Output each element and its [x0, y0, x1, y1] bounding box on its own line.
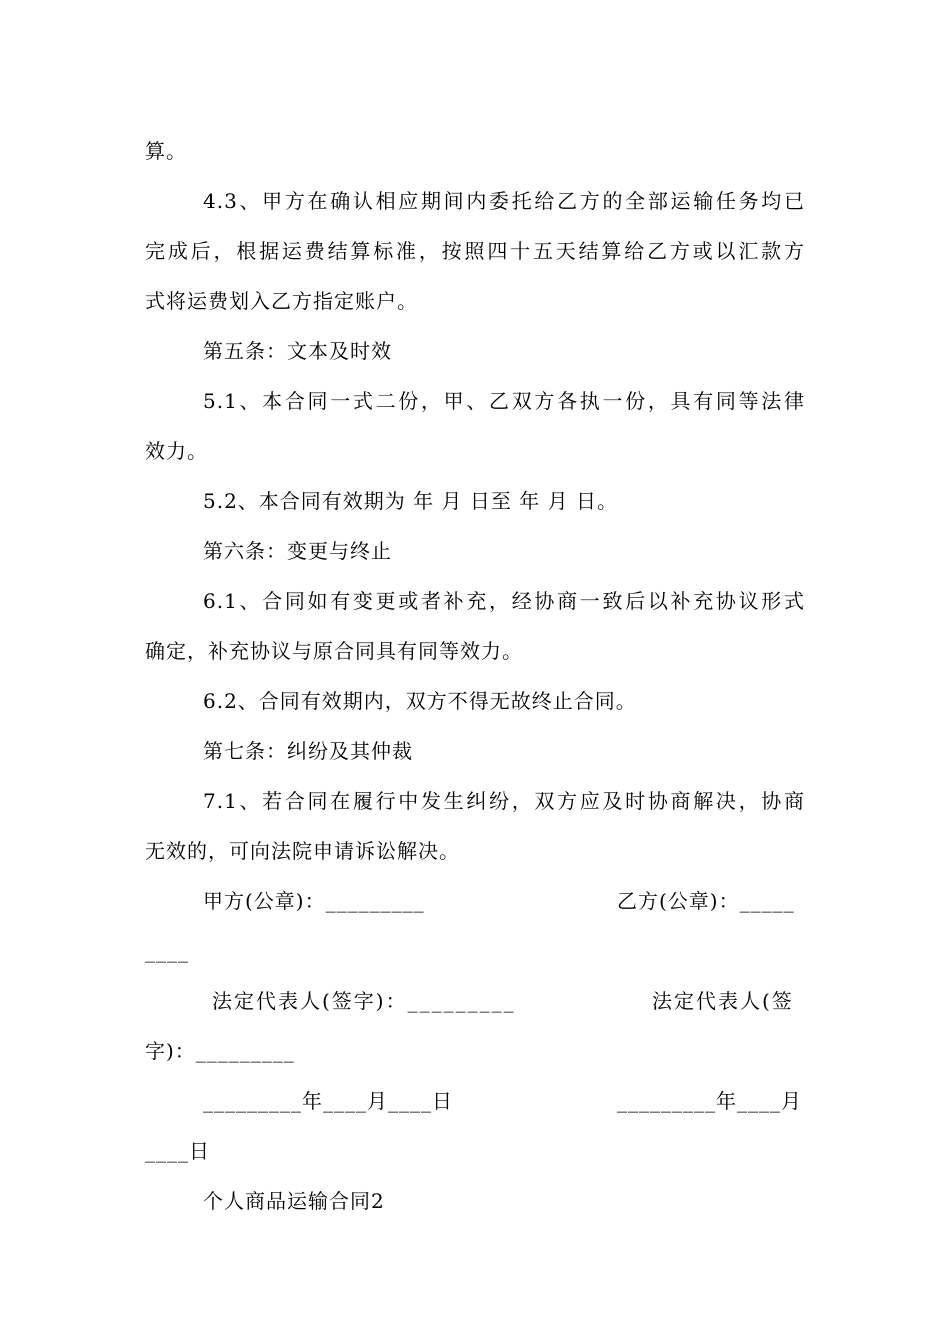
clause-4-3-line-2: 完成后，根据运费结算标准，按照四十五天结算给乙方或以汇款方 — [145, 239, 805, 263]
clause-6-1-line-2: 确定，补充协议与原合同具有同等效力。 — [145, 639, 523, 663]
clause-5-1-line-2: 效力。 — [145, 439, 208, 463]
party-b-date: _________年____月 — [617, 1089, 802, 1113]
party-b-seal-continued: ____ — [145, 939, 189, 963]
clause-5-2: 5.2、本合同有效期为 年 月 日至 年 月 日。 — [203, 489, 618, 513]
next-contract-title: 个人商品运输合同2 — [203, 1189, 385, 1213]
party-b-representative: 法定代表人(签 — [652, 989, 794, 1013]
party-b-seal: 乙方(公章)：_____ — [617, 889, 795, 913]
party-a-seal: 甲方(公章)：_________ — [203, 889, 425, 913]
party-a-date: _________年____月____日 — [203, 1089, 453, 1113]
clause-6-2: 6.2、合同有效期内，双方不得无故终止合同。 — [203, 689, 637, 713]
clause-5-1-line-1: 5.1、本合同一式二份，甲、乙双方各执一份，具有同等法律 — [203, 389, 805, 413]
clause-6-1-line-1: 6.1、合同如有变更或者补充，经协商一致后以补充协议形式 — [203, 589, 805, 613]
party-b-representative-continued: 字)：_________ — [145, 1039, 295, 1063]
article-7-heading: 第七条：纠纷及其仲裁 — [203, 739, 413, 763]
party-b-date-continued: ____日 — [145, 1139, 210, 1163]
clause-4-3-line-1: 4.3、甲方在确认相应期间内委托给乙方的全部运输任务均已 — [203, 189, 805, 213]
clause-7-1-line-2: 无效的，可向法院申请诉讼解决。 — [145, 839, 460, 863]
text-line: 算。 — [145, 139, 187, 163]
article-5-heading: 第五条：文本及时效 — [203, 339, 392, 363]
clause-4-3-line-3: 式将运费划入乙方指定账户。 — [145, 289, 418, 313]
party-a-representative: 法定代表人(签字)：_________ — [212, 989, 516, 1013]
clause-7-1-line-1: 7.1、若合同在履行中发生纠纷，双方应及时协商解决，协商 — [203, 789, 805, 813]
article-6-heading: 第六条：变更与终止 — [203, 539, 392, 563]
